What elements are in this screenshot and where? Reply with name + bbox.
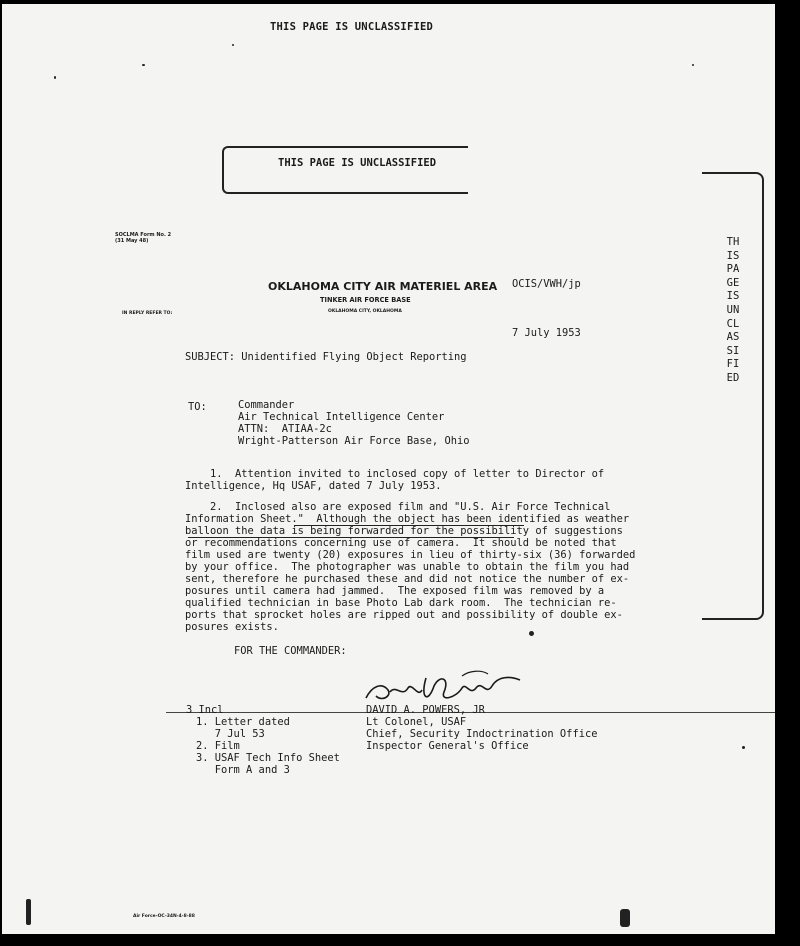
letter-date: 7 July 1953 [512,327,581,339]
paragraph-1: 1. Attention invited to inclosed copy of letter to Director of Intelligence, Hq USAF, dated 7 July 1953. [185,468,605,492]
form-footer-code: Air Force-OC-34N-4-8-88 [133,914,195,919]
scan-speck [26,899,31,925]
inclosure-list: 1. Letter dated 7 Jul 53 2. Film 3. USAF Tech Info Sheet Form A and 3 [196,716,340,776]
scan-speck [142,64,145,66]
document-page [2,4,775,934]
letterhead-organization: OKLAHOMA CITY AIR MATERIEL AREA [268,280,498,293]
handwritten-underline [294,525,524,526]
paragraph-2: 2. Inclosed also are exposed film and "U.S. Air Force Technical Information Sheet." Although the object has been identified as weather balloon the data is being forwarded for the possibility of suggestions or recommendations concerning use of camera. It should be noted that film used are twenty (20) exposures in lieu of thirty-six (36) forwarded by your office. The photographer was unable to obtain the film you had sent, therefore he purchased these and did not notice the number of ex- posures until camera had jammed. The exposed film was removed by a qualified technician in base Photo Lab dark room. The technician re- ports that sprocket holes are ripped out and possibility of double ex- posures exists. [185,501,636,633]
scan-speck [232,44,234,46]
addressee-label: TO: [188,401,207,413]
reply-reference-label: IN REPLY REFER TO: [122,311,173,316]
side-classification-stamp: THIS PAGE IS UNCLASSIFIED [726,236,746,384]
classification-stamp-middle: THIS PAGE IS UNCLASSIFIED [278,157,437,169]
handwritten-underline [188,537,514,538]
classification-stamp-box [222,146,468,194]
classification-stamp-top: THIS PAGE IS UNCLASSIFIED [270,21,434,33]
subject-line: SUBJECT: Unidentified Flying Object Reporting [185,351,467,363]
scan-speck [692,64,694,66]
closing-line: FOR THE COMMANDER: [234,645,347,657]
scan-speck [529,631,534,636]
addressee-block: Commander Air Technical Intelligence Center ATTN: ATIAA-2c Wright-Patterson Air Force Base, Ohio [238,399,470,447]
letterhead-city: OKLAHOMA CITY, OKLAHOMA [328,309,402,314]
signature-block: DAVID A. POWERS, JR Lt Colonel, USAF Chief, Security Indoctrination Office Inspector General's Office [366,704,598,752]
office-symbol: OCIS/VWH/jp [512,278,581,290]
letterhead-base: TINKER AIR FORCE BASE [320,296,411,304]
inclosure-count: 3 Incl [186,704,224,716]
form-identifier: SOCLMA Form No. 2 (31 May 48) [115,232,172,244]
scan-speck [620,909,630,927]
scan-speck [742,746,745,749]
scan-speck [54,76,56,79]
